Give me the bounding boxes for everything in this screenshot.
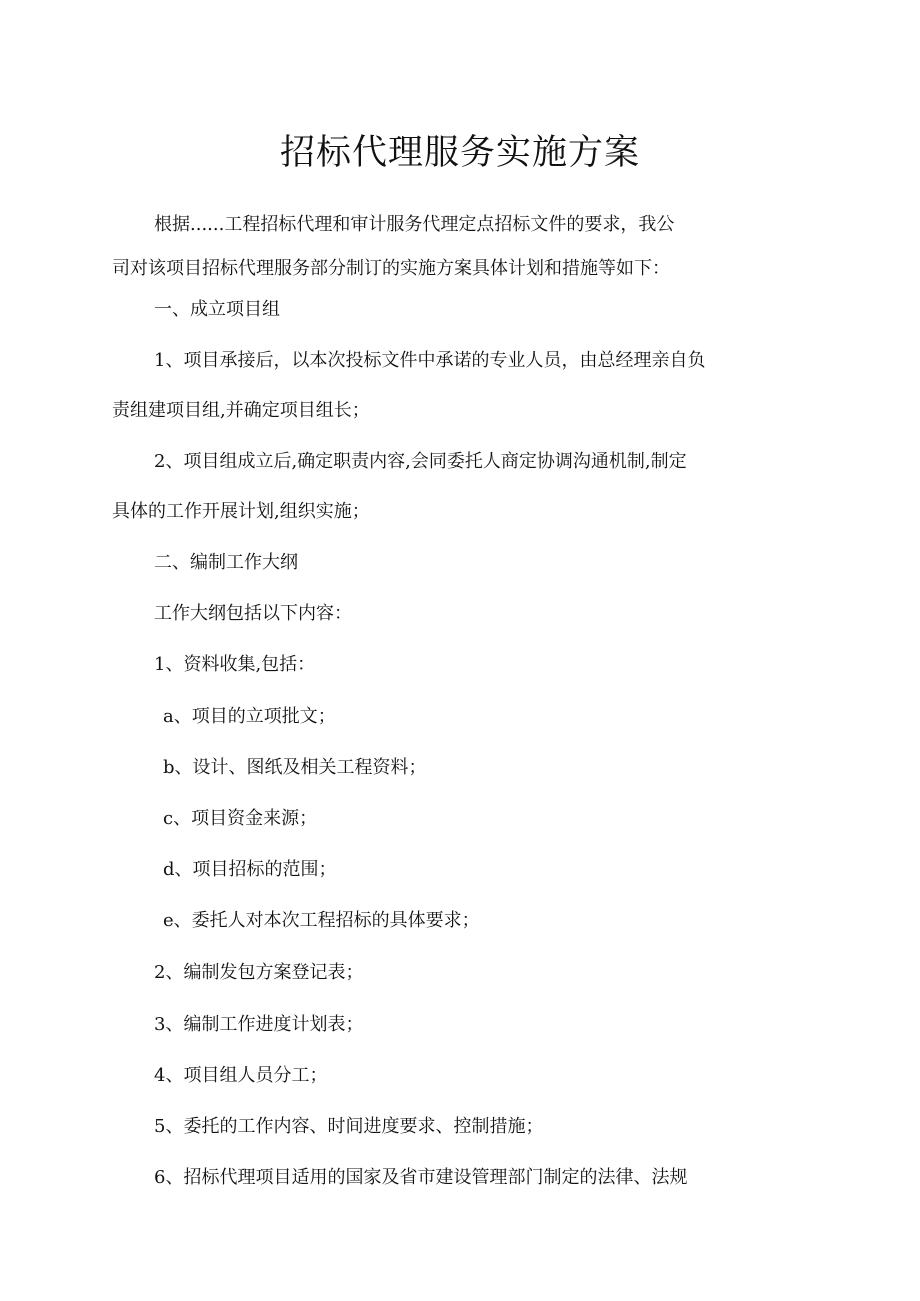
section-2-heading: 二、编制工作大纲 [154,552,298,573]
section-2-lead: 工作大纲包括以下内容： [154,603,352,624]
section-1-heading: 一、成立项目组 [154,299,280,320]
section-1-item-1-line-1: 1、项目承接后，以本次投标文件中承诺的专业人员，由总经理亲自负 [154,350,706,371]
section-1-item-2-line-2: 具体的工作开展计划,组织实施； [112,501,370,522]
section-2-sub-b: b、设计、图纸及相关工程资料； [163,757,427,778]
section-2-item-2: 2、编制发包方案登记表； [154,962,364,983]
section-2-sub-d: d、项目招标的范围； [163,859,337,880]
section-2-sub-c: c、项目资金来源； [163,808,318,829]
section-1-item-1-line-2: 责组建项目组,并确定项目组长； [112,400,370,421]
section-2-sub-a: a、项目的立项批文； [163,706,336,727]
section-2-item-3: 3、编制工作进度计划表； [154,1014,364,1035]
intro-line-1: 根据......工程招标代理和审计服务代理定点招标文件的要求，我公 [154,214,675,235]
section-2-item-6: 6、招标代理项目适用的国家及省市建设管理部门制定的法律、法规 [154,1167,688,1188]
section-2-item-5: 5、委托的工作内容、时间进度要求、控制措施； [154,1116,544,1137]
section-2-item-1: 1、资料收集,包括： [154,654,316,675]
document-title: 招标代理服务实施方案 [279,133,640,173]
intro-line-2: 司对该项目招标代理服务部分制订的实施方案具体计划和措施等如下： [112,258,670,279]
section-2-sub-e: e、委托人对本次工程招标的具体要求； [163,910,480,931]
section-2-item-4: 4、项目组人员分工； [154,1065,328,1086]
section-1-item-2-line-1: 2、项目组成立后,确定职责内容,会同委托人商定协调沟通机制,制定 [154,451,687,472]
